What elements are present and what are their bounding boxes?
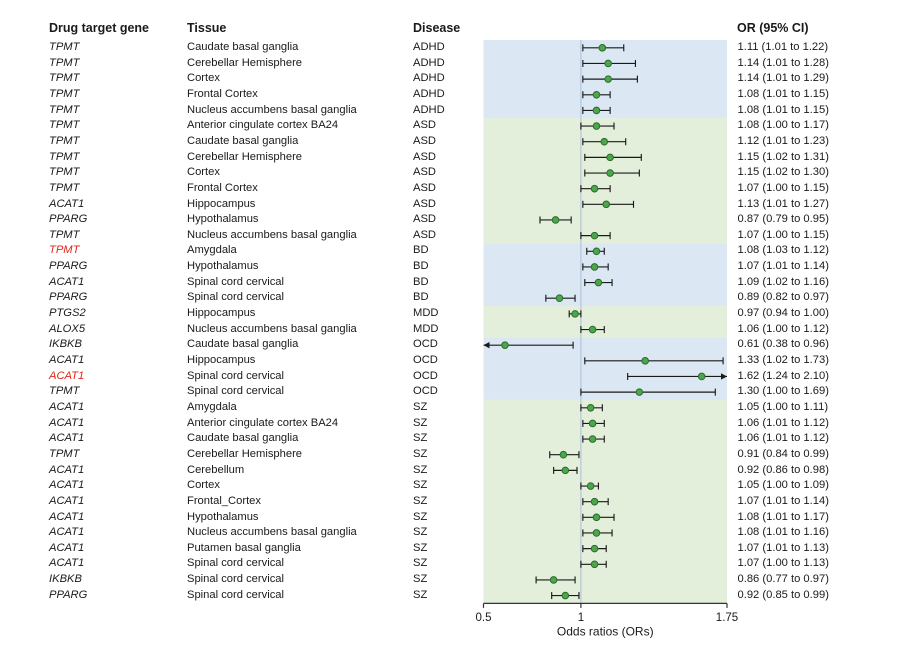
table-row [0, 353, 900, 369]
disease-cell: ASD [413, 119, 437, 132]
tissue-cell: Nucleus accumbens basal ganglia [187, 103, 357, 116]
tissue-cell: Spinal cord cervical [187, 385, 285, 398]
gene-cell: IKBKB [49, 573, 82, 586]
or-cell: 1.07 (1.01 to 1.14) [737, 494, 829, 507]
or-cell: 0.92 (0.85 to 0.99) [737, 588, 829, 601]
tissue-cell: Cortex [187, 72, 220, 85]
table-row [0, 416, 900, 432]
tissue-cell: Caudate basal ganglia [187, 338, 299, 351]
table-row [0, 212, 900, 228]
gene-cell: ACAT1 [49, 510, 85, 523]
tissue-cell: Spinal cord cervical [187, 369, 285, 382]
or-cell: 0.61 (0.38 to 0.96) [737, 338, 829, 351]
x-axis-tick-label: 0.5 [475, 611, 492, 624]
gene-cell: PPARG [49, 588, 88, 601]
or-cell: 1.07 (1.00 to 1.13) [737, 557, 829, 570]
or-cell: 1.14 (1.01 to 1.28) [737, 56, 829, 69]
gene-cell: ACAT1 [49, 526, 85, 539]
table-row [0, 525, 900, 541]
gene-cell: PPARG [49, 260, 88, 273]
col-header-disease: Disease [413, 21, 461, 35]
disease-cell: SZ [413, 541, 428, 554]
gene-cell: TPMT [49, 181, 80, 194]
tissue-cell: Hippocampus [187, 197, 256, 210]
or-cell: 1.15 (1.02 to 1.30) [737, 166, 829, 179]
disease-cell: OCD [413, 338, 438, 351]
col-header-or: OR (95% CI) [737, 21, 809, 35]
or-cell: 1.08 (1.01 to 1.15) [737, 103, 829, 116]
tissue-cell: Spinal cord cervical [187, 291, 285, 304]
table-row [0, 588, 900, 604]
disease-cell: ASD [413, 228, 437, 241]
or-cell: 1.07 (1.01 to 1.13) [737, 541, 829, 554]
table-row [0, 56, 900, 72]
tissue-cell: Cerebellar Hemisphere [187, 150, 303, 163]
disease-cell: SZ [413, 416, 428, 429]
or-cell: 1.08 (1.00 to 1.17) [737, 119, 829, 132]
table-row [0, 572, 900, 588]
gene-cell: PPARG [49, 291, 88, 304]
gene-cell: TPMT [49, 87, 80, 100]
disease-cell: ADHD [413, 87, 445, 100]
tissue-cell: Hypothalamus [187, 260, 259, 273]
gene-cell: ACAT1 [49, 557, 85, 570]
disease-cell: BD [413, 244, 429, 257]
or-cell: 1.06 (1.01 to 1.12) [737, 416, 829, 429]
gene-cell: ACAT1 [49, 416, 85, 429]
gene-cell: ACAT1 [49, 494, 85, 507]
table-row [0, 165, 900, 181]
tissue-cell: Spinal cord cervical [187, 588, 285, 601]
disease-cell: SZ [413, 447, 428, 460]
disease-cell: SZ [413, 557, 428, 570]
gene-cell: TPMT [49, 41, 80, 53]
or-cell: 1.11 (1.01 to 1.22) [737, 41, 829, 53]
gene-cell: ACAT1 [49, 479, 85, 492]
tissue-cell: Hippocampus [187, 307, 256, 320]
gene-cell: PPARG [49, 213, 88, 226]
tissue-cell: Spinal cord cervical [187, 275, 285, 288]
table-row [0, 197, 900, 213]
or-cell: 1.07 (1.00 to 1.15) [737, 228, 829, 241]
gene-cell: TPMT [49, 385, 80, 398]
tissue-cell: Caudate basal ganglia [187, 432, 299, 445]
disease-cell: SZ [413, 573, 428, 586]
table-row [0, 118, 900, 134]
gene-cell: TPMT [49, 166, 80, 179]
tissue-cell: Nucleus accumbens basal ganglia [187, 526, 357, 539]
table-row [0, 447, 900, 463]
gene-cell: ACAT1 [49, 354, 85, 366]
tissue-cell: Amygdala [187, 244, 237, 257]
or-cell: 1.08 (1.01 to 1.16) [737, 526, 829, 539]
tissue-cell: Amygdala [187, 400, 237, 413]
table-row [0, 322, 900, 338]
gene-cell: TPMT [49, 103, 80, 116]
tissue-cell: Anterior cingulate cortex BA24 [187, 119, 339, 132]
table-row [0, 384, 900, 400]
disease-cell: BD [413, 260, 429, 273]
disease-cell: SZ [413, 588, 428, 601]
x-axis-title: Odds ratios (ORs) [556, 624, 654, 639]
disease-cell: SZ [413, 479, 428, 492]
tissue-cell: Frontal_Cortex [187, 494, 261, 507]
table-row [0, 337, 900, 353]
disease-cell: OCD [413, 354, 438, 366]
tissue-cell: Frontal Cortex [187, 181, 258, 194]
gene-cell: ACAT1 [49, 432, 85, 445]
disease-cell: ASD [413, 213, 437, 226]
or-cell: 1.05 (1.00 to 1.09) [737, 479, 829, 492]
table-row [0, 150, 900, 166]
or-cell: 1.08 (1.01 to 1.17) [737, 510, 829, 523]
table-row [0, 478, 900, 494]
or-cell: 1.13 (1.01 to 1.27) [737, 197, 829, 210]
gene-cell: TPMT [49, 56, 80, 69]
disease-cell: ADHD [413, 72, 445, 85]
or-cell: 1.14 (1.01 to 1.29) [737, 72, 829, 85]
x-axis-tick-label: 1.75 [715, 611, 739, 624]
table-row [0, 71, 900, 87]
gene-cell: ACAT1 [49, 197, 85, 210]
table-row [0, 369, 900, 385]
tissue-cell: Spinal cord cervical [187, 557, 285, 570]
disease-cell: ADHD [413, 41, 445, 53]
or-cell: 1.05 (1.00 to 1.11) [737, 400, 829, 413]
table-row [0, 87, 900, 103]
table-row [0, 510, 900, 526]
table-row [0, 40, 900, 56]
disease-cell: ASD [413, 166, 437, 179]
gene-cell: ACAT1 [49, 463, 85, 476]
tissue-cell: Putamen basal ganglia [187, 541, 301, 554]
disease-cell: SZ [413, 510, 428, 523]
tissue-cell: Hypothalamus [187, 510, 259, 523]
or-cell: 0.92 (0.86 to 0.98) [737, 463, 829, 476]
disease-cell: ADHD [413, 103, 445, 116]
disease-cell: MDD [413, 322, 439, 335]
tissue-cell: Caudate basal ganglia [187, 41, 299, 53]
or-cell: 0.87 (0.79 to 0.95) [737, 213, 829, 226]
or-cell: 0.91 (0.84 to 0.99) [737, 447, 829, 460]
gene-cell: TPMT [49, 150, 80, 163]
gene-cell: TPMT [49, 447, 80, 460]
x-axis-tick-label: 1 [577, 611, 585, 624]
disease-cell: ASD [413, 134, 437, 147]
gene-cell: ACAT1 [49, 400, 85, 413]
tissue-cell: Nucleus accumbens basal ganglia [187, 322, 357, 335]
disease-cell: SZ [413, 463, 428, 476]
disease-cell: BD [413, 275, 429, 288]
table-row [0, 541, 900, 557]
or-cell: 1.08 (1.01 to 1.15) [737, 87, 829, 100]
tissue-cell: Cortex [187, 166, 220, 179]
disease-cell: SZ [413, 432, 428, 445]
or-cell: 1.06 (1.00 to 1.12) [737, 322, 829, 335]
gene-cell: TPMT [49, 244, 80, 257]
col-header-gene: Drug target gene [49, 21, 150, 35]
or-cell: 1.33 (1.02 to 1.73) [737, 354, 829, 366]
gene-cell: PTGS2 [49, 307, 86, 320]
disease-cell: OCD [413, 369, 438, 382]
or-cell: 1.62 (1.24 to 2.10) [737, 369, 829, 382]
disease-cell: ASD [413, 150, 437, 163]
table-row [0, 103, 900, 119]
or-cell: 1.07 (1.01 to 1.14) [737, 260, 829, 273]
table-row [0, 181, 900, 197]
or-cell: 0.89 (0.82 to 0.97) [737, 291, 829, 304]
table-row [0, 556, 900, 572]
col-header-tissue: Tissue [187, 21, 227, 35]
gene-cell: ACAT1 [49, 275, 85, 288]
disease-cell: OCD [413, 385, 438, 398]
or-cell: 0.97 (0.94 to 1.00) [737, 307, 829, 320]
gene-cell: TPMT [49, 119, 80, 132]
disease-cell: BD [413, 291, 429, 304]
gene-cell: ACAT1 [49, 369, 85, 382]
table-row [0, 431, 900, 447]
gene-cell: ALOX5 [49, 322, 86, 335]
or-cell: 1.09 (1.02 to 1.16) [737, 275, 829, 288]
or-cell: 1.15 (1.02 to 1.31) [737, 150, 829, 163]
tissue-cell: Spinal cord cervical [187, 573, 285, 586]
gene-cell: IKBKB [49, 338, 82, 351]
tissue-cell: Caudate basal ganglia [187, 134, 299, 147]
gene-cell: ACAT1 [49, 541, 85, 554]
table-row [0, 290, 900, 306]
table-row [0, 275, 900, 291]
or-cell: 1.12 (1.01 to 1.23) [737, 134, 829, 147]
or-cell: 0.86 (0.77 to 0.97) [737, 573, 829, 586]
tissue-cell: Cerebellum [187, 463, 245, 476]
table-row [0, 494, 900, 510]
or-cell: 1.08 (1.03 to 1.12) [737, 244, 829, 257]
tissue-cell: Hippocampus [187, 354, 256, 366]
or-cell: 1.30 (1.00 to 1.69) [737, 385, 829, 398]
table-row [0, 243, 900, 259]
table-row [0, 400, 900, 416]
gene-cell: TPMT [49, 72, 80, 85]
tissue-cell: Cerebellar Hemisphere [187, 447, 303, 460]
tissue-cell: Hypothalamus [187, 213, 259, 226]
disease-cell: ASD [413, 197, 437, 210]
disease-cell: MDD [413, 307, 439, 320]
disease-cell: SZ [413, 526, 428, 539]
gene-cell: TPMT [49, 134, 80, 147]
disease-cell: SZ [413, 494, 428, 507]
table-row [0, 306, 900, 322]
disease-cell: ASD [413, 181, 437, 194]
gene-cell: TPMT [49, 228, 80, 241]
tissue-cell: Cortex [187, 479, 220, 492]
or-cell: 1.06 (1.01 to 1.12) [737, 432, 829, 445]
tissue-cell: Nucleus accumbens basal ganglia [187, 228, 357, 241]
table-row [0, 228, 900, 244]
tissue-cell: Frontal Cortex [187, 87, 258, 100]
tissue-cell: Cerebellar Hemisphere [187, 56, 303, 69]
disease-cell: SZ [413, 400, 428, 413]
or-cell: 1.07 (1.00 to 1.15) [737, 181, 829, 194]
table-row [0, 134, 900, 150]
table-row [0, 259, 900, 275]
tissue-cell: Anterior cingulate cortex BA24 [187, 416, 339, 429]
disease-cell: ADHD [413, 56, 445, 69]
table-row [0, 463, 900, 479]
